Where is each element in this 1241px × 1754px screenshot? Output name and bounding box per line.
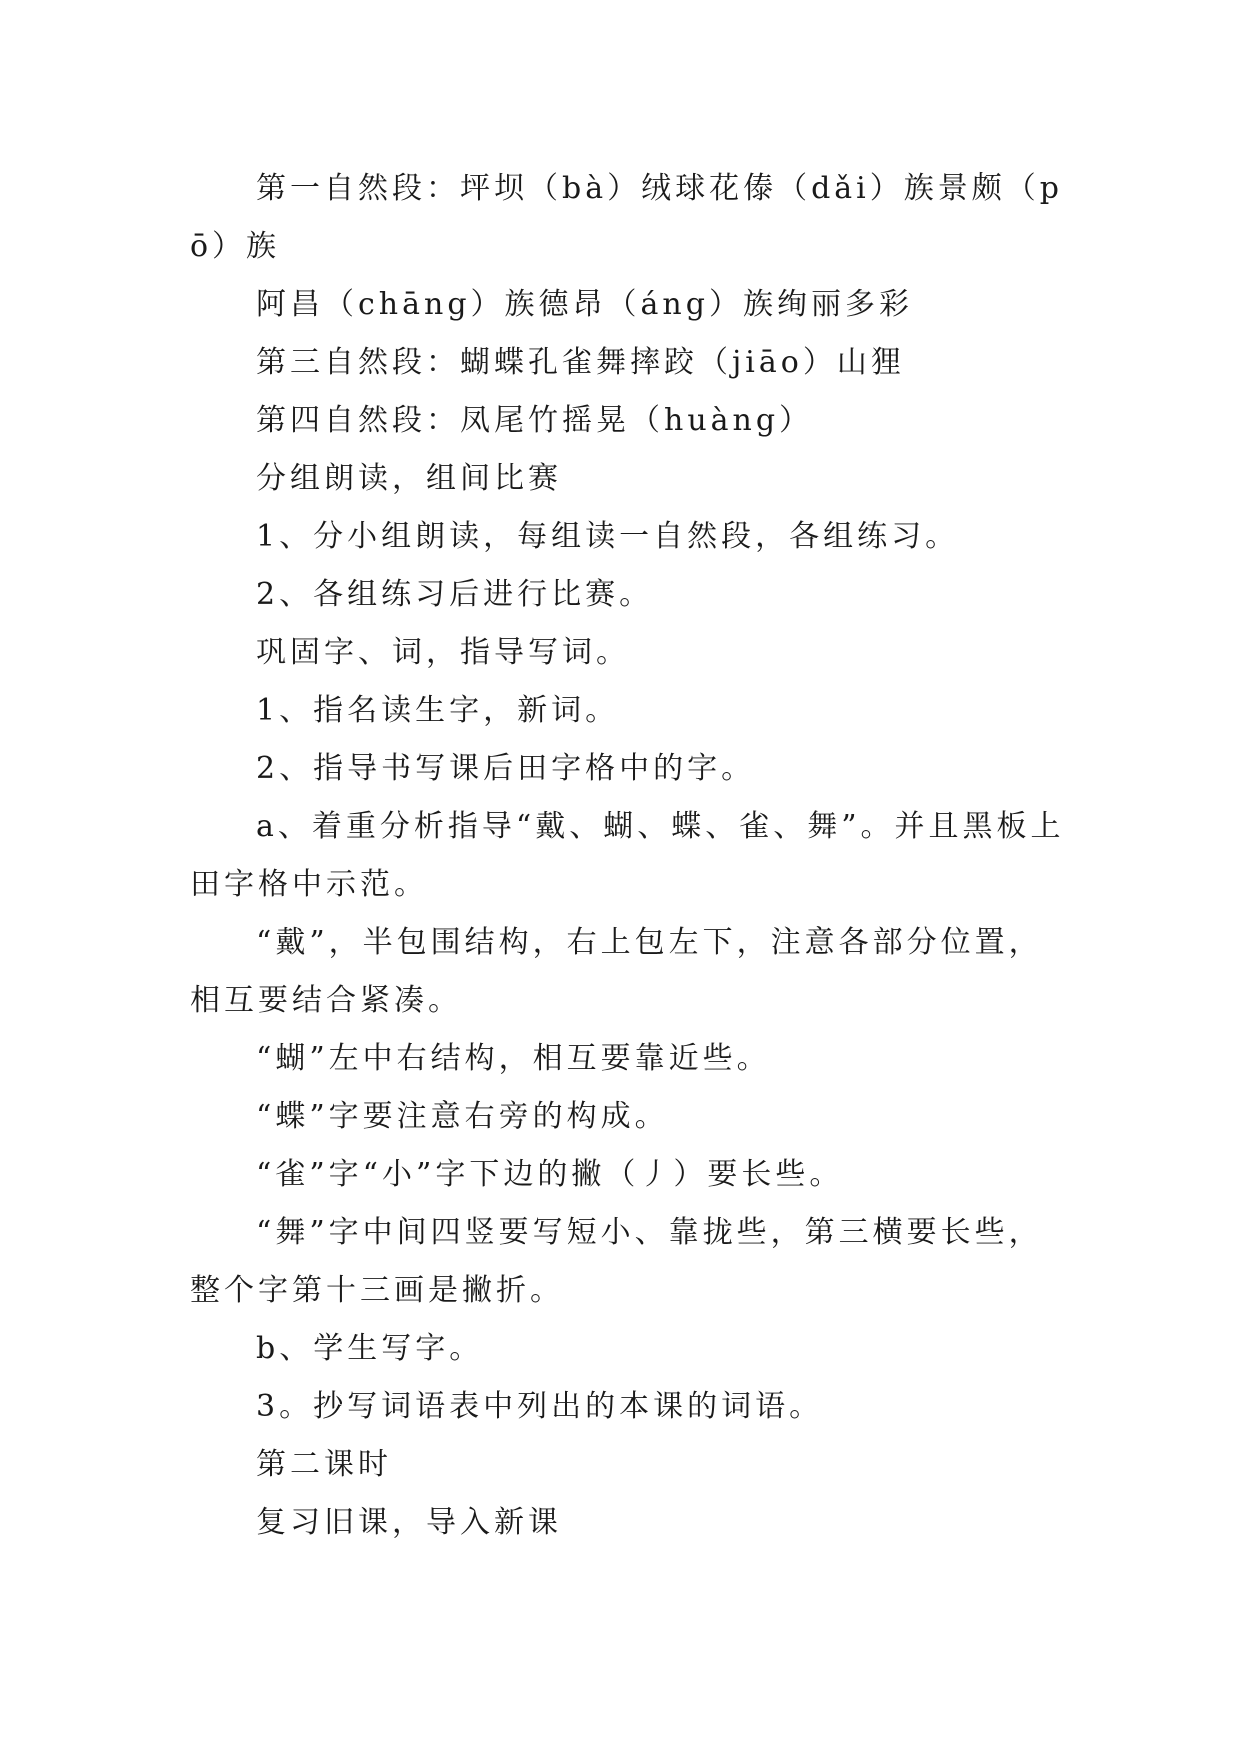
paragraph: 1、指名读生字，新词。 — [256, 693, 620, 728]
paragraph: 3。抄写词语表中列出的本课的词语。 — [256, 1389, 824, 1424]
paragraph: b、学生写字。 — [256, 1331, 484, 1366]
paragraph: 第三自然段：蝴蝶孔雀舞摔跤（jiāo）山狸 — [256, 345, 905, 380]
paragraph: 第四自然段：凤尾竹摇晃（huàng） — [256, 403, 814, 438]
paragraph: “戴”，半包围结构，右上包左下，注意各部分位置，相互要结合紧凑。 — [190, 925, 1043, 1018]
paragraph: “蝶”字要注意右旁的构成。 — [256, 1099, 669, 1134]
paragraph: 阿昌（chāng）族德昂（áng）族绚丽多彩 — [256, 287, 913, 322]
paragraph: 第二课时 — [256, 1447, 392, 1482]
paragraph: “蝴”左中右结构，相互要靠近些。 — [256, 1041, 771, 1076]
document-body — [190, 160, 1070, 1552]
paragraph: “雀”字“小”字下边的撇（丿）要长些。 — [256, 1157, 844, 1192]
paragraph: a、着重分析指导“戴、蝴、蝶、雀、舞”。并且黑板上田字格中示范。 — [190, 809, 1065, 902]
paragraph: 1、分小组朗读，每组读一自然段，各组练习。 — [256, 519, 960, 554]
paragraph: 第一自然段：坪坝（bà）绒球花傣（dǎi）族景颇（pō）族 — [190, 171, 1063, 264]
paragraph: 复习旧课，导入新课 — [256, 1505, 562, 1540]
paragraph: 分组朗读，组间比赛 — [256, 461, 562, 496]
paragraph: 2、各组练习后进行比赛。 — [256, 577, 654, 612]
paragraph: 2、指导书写课后田字格中的字。 — [256, 751, 756, 786]
paragraph: 巩固字、词，指导写词。 — [256, 635, 630, 670]
paragraph: “舞”字中间四竖要写短小、靠拢些，第三横要长些，整个字第十三画是撇折。 — [190, 1215, 1043, 1308]
